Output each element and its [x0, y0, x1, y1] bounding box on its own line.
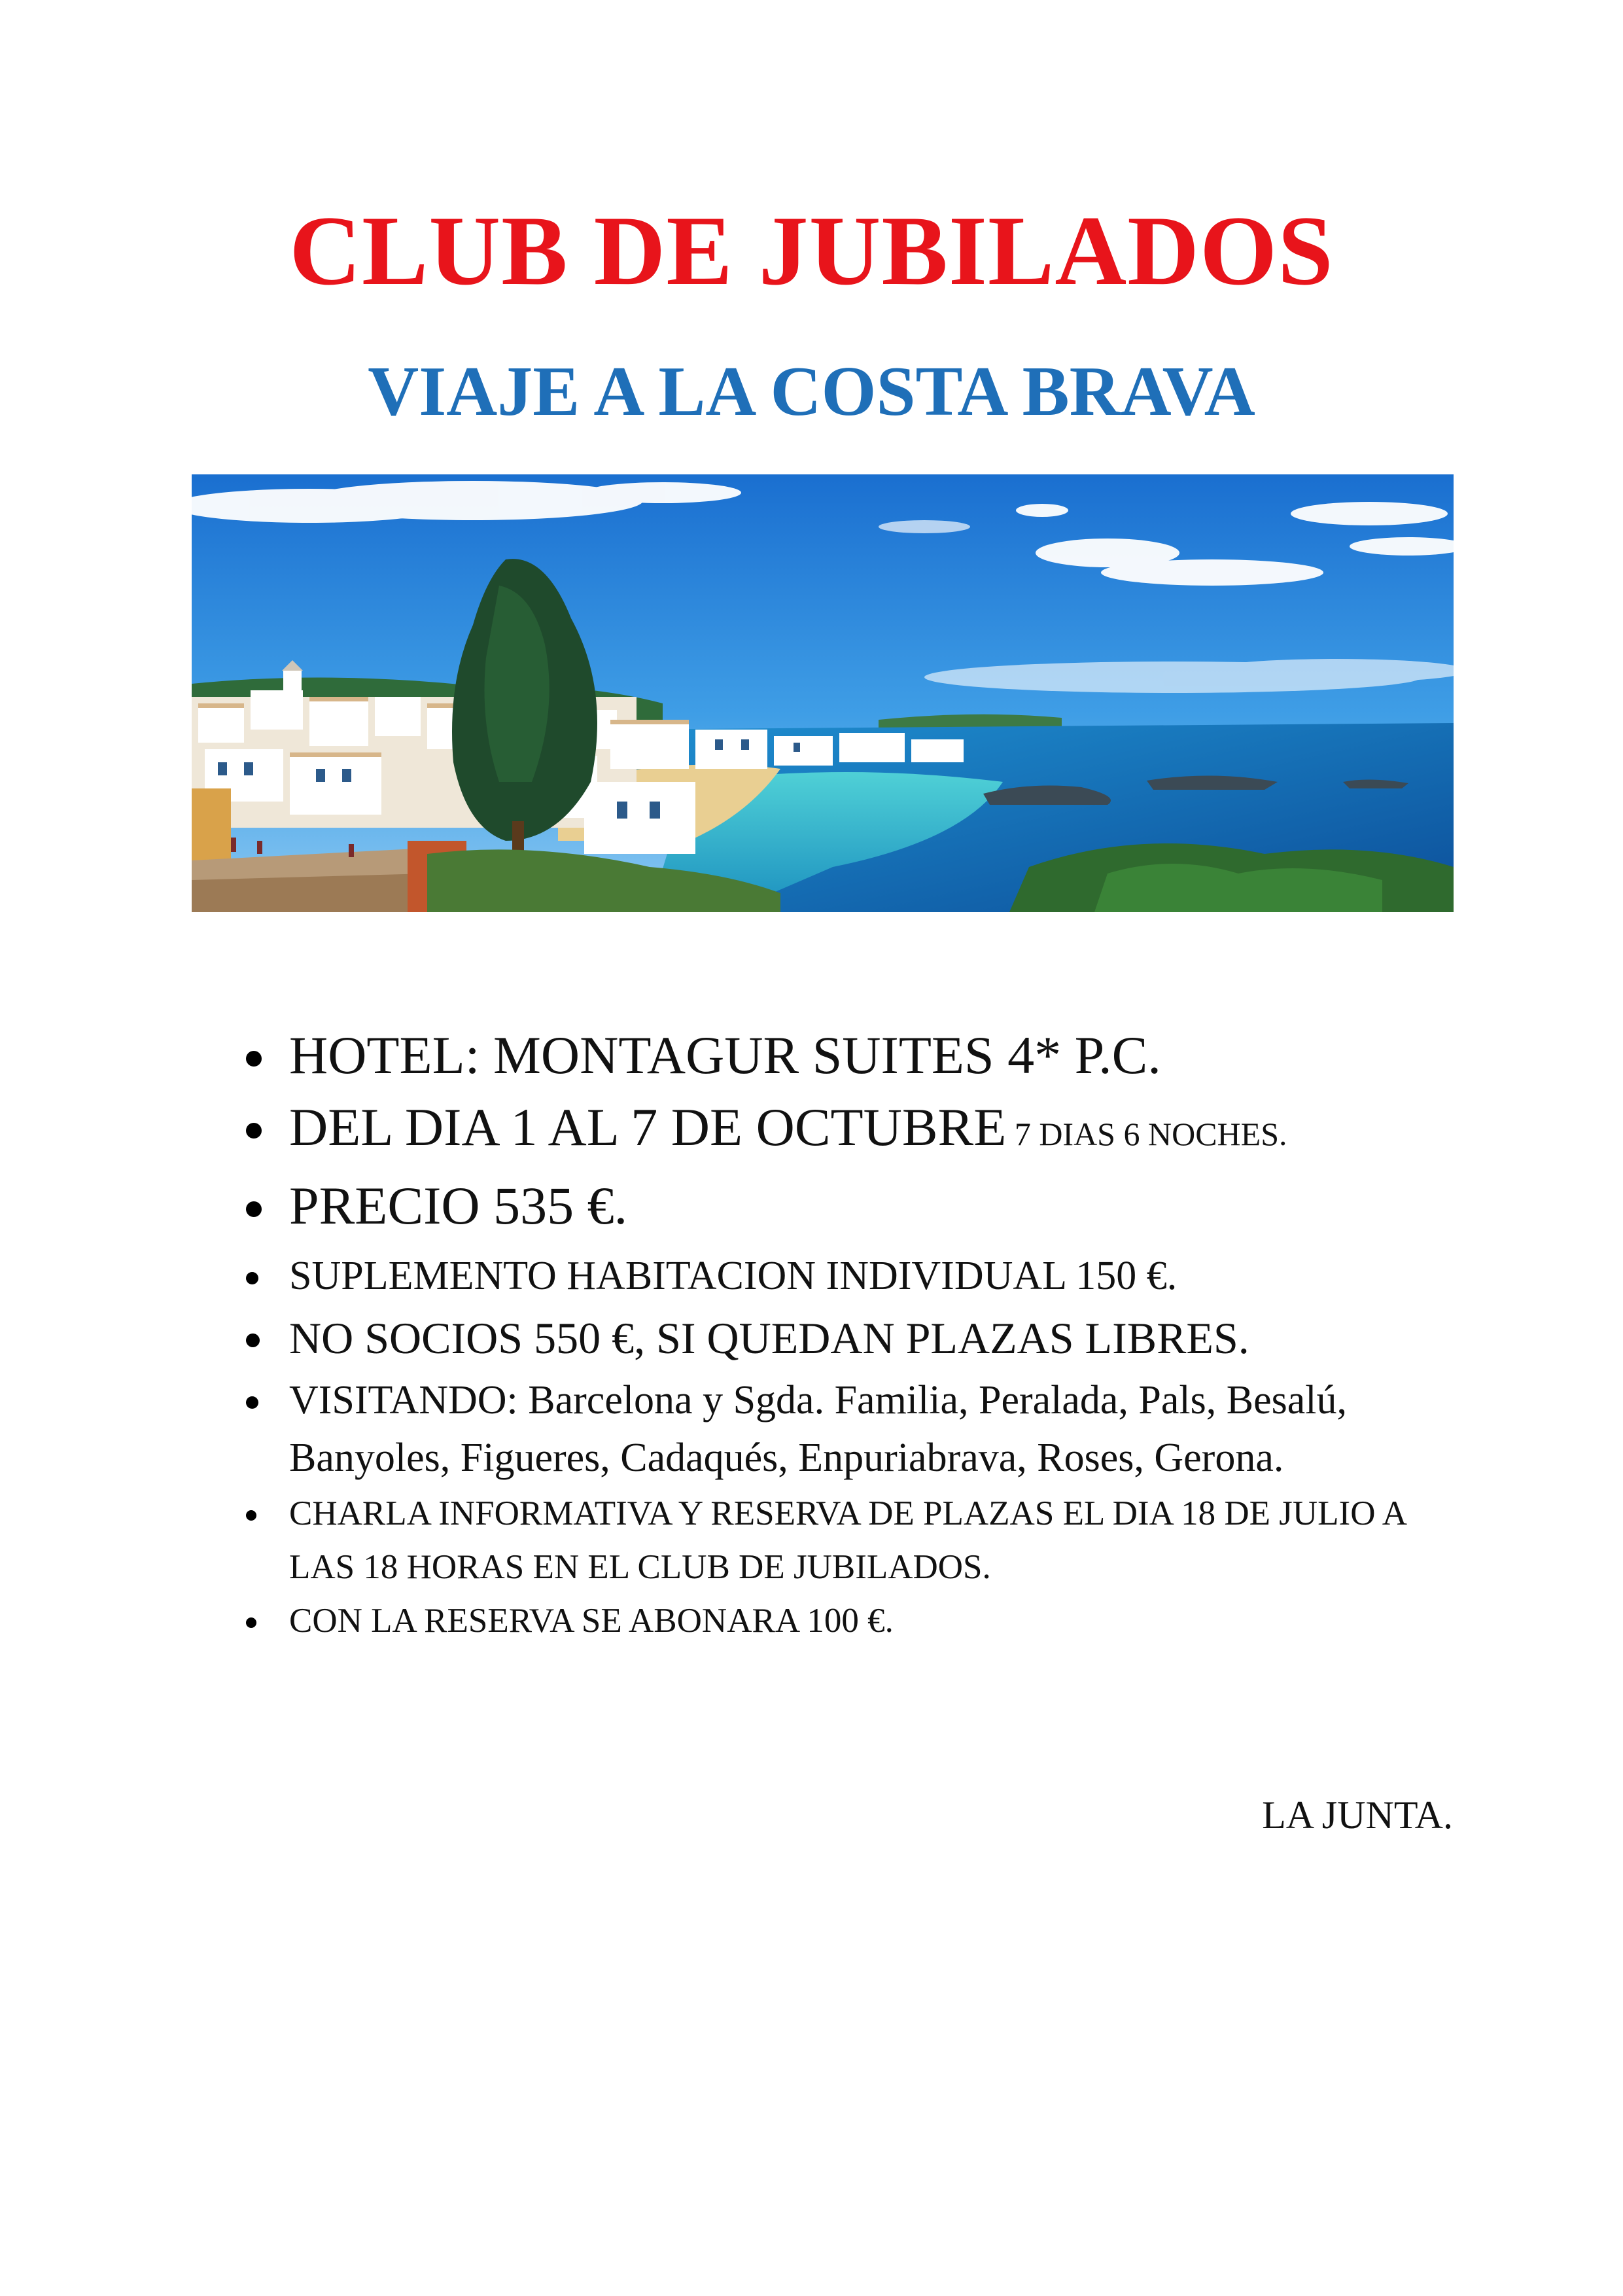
- item-text: CON LA RESERVA SE ABONARA 100 €.: [289, 1602, 894, 1640]
- list-item-price: [242, 1171, 1472, 1241]
- item-text: HOTEL: MONTAGUR SUITES 4* P.C.: [289, 1025, 1161, 1085]
- list-item-hotel: [242, 1021, 1472, 1090]
- item-text: CHARLA INFORMATIVA Y RESERVA DE PLAZAS EL DIA 18 DE JULIO A LAS 18 HORAS EN EL CLUB DE JUBILADOS.: [289, 1494, 1406, 1586]
- bullet-dot: [246, 1272, 258, 1284]
- item-text: VISITANDO: Barcelona y Sgda. Familia, Peralada, Pals, Besalú, Banyoles, Figueres, Cadaqués, Enpuriabrava, Roses, Gerona.: [289, 1378, 1348, 1480]
- bullet-dot: [246, 1123, 262, 1139]
- bullet-dot: [246, 1051, 262, 1067]
- page-subtitle: VIAJE A LA COSTA BRAVA: [368, 353, 1255, 431]
- list-item-dates: [242, 1093, 1472, 1169]
- list-item-supplement: [242, 1247, 1472, 1305]
- bullet-dot: [246, 1201, 262, 1217]
- bullet-dot: [246, 1333, 260, 1347]
- bullet-dot: [246, 1510, 256, 1521]
- page-title: CLUB DE JUBILADOS: [289, 196, 1334, 306]
- signature: LA JUNTA.: [1262, 1793, 1453, 1837]
- bullet-dot: [246, 1396, 258, 1409]
- list-item-visits: [242, 1371, 1472, 1487]
- item-text: SUPLEMENTO HABITACION INDIVIDUAL 150 €.: [289, 1254, 1178, 1298]
- item-suffix: 7 DIAS 6 NOCHES.: [1006, 1116, 1287, 1152]
- list-item-info-meeting: [242, 1487, 1472, 1594]
- trip-details-list: [242, 1021, 1472, 1648]
- list-item-deposit: [242, 1594, 1472, 1648]
- costa-brava-photo: [192, 474, 1454, 912]
- list-item-non-members: [242, 1305, 1472, 1371]
- item-text: DEL DIA 1 AL 7 DE OCTUBRE: [289, 1097, 1007, 1157]
- item-text: NO SOCIOS 550 €, SI QUEDAN PLAZAS LIBRES.: [289, 1313, 1249, 1363]
- item-text: PRECIO 535 €.: [289, 1176, 628, 1235]
- bullet-dot: [246, 1617, 256, 1628]
